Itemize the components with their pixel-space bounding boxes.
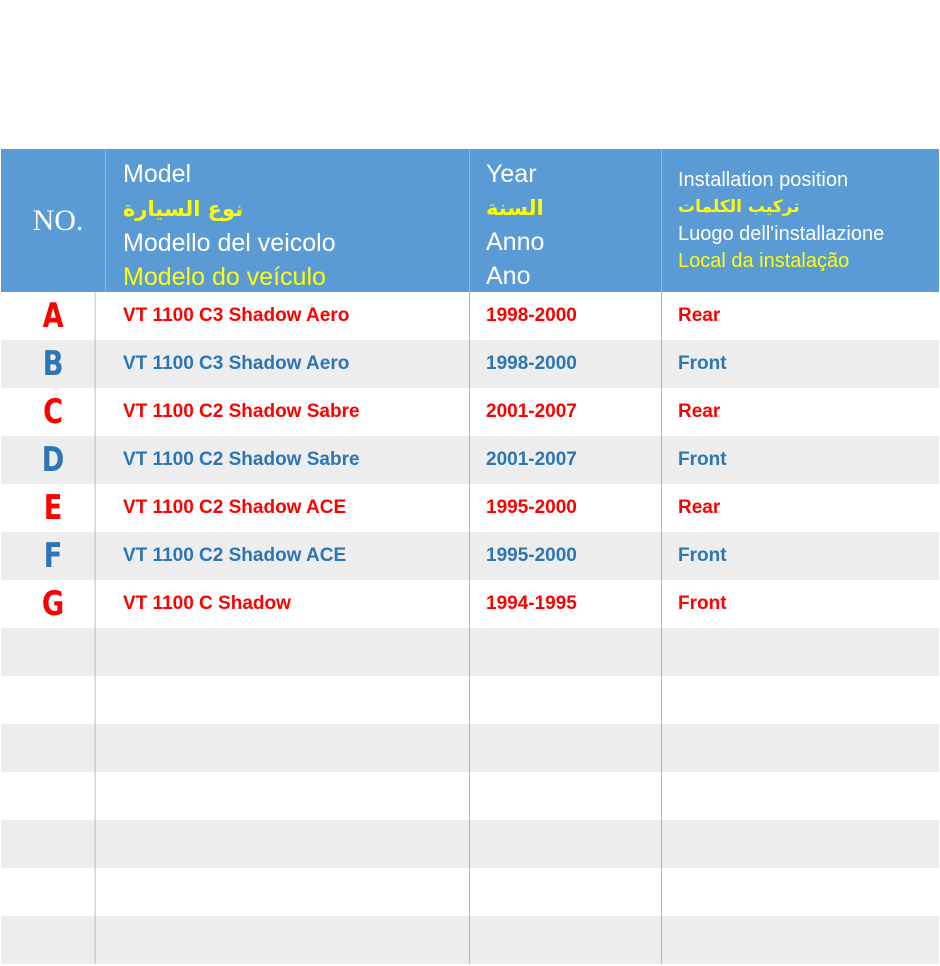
row-no: D (12, 436, 96, 484)
table-row (1, 628, 939, 676)
row-position (662, 628, 939, 676)
table-row (1, 868, 939, 916)
row-no: A (12, 292, 96, 340)
row-model: VT 1100 C3 Shadow Aero (106, 292, 470, 340)
row-year: 2001-2007 (470, 436, 662, 484)
row-model: VT 1100 C2 Shadow ACE (106, 532, 470, 580)
row-position (662, 916, 939, 964)
row-position: Rear (678, 497, 721, 518)
row-year (470, 628, 662, 676)
table-row (1, 484, 939, 532)
row-year (470, 772, 662, 820)
table-row (1, 724, 939, 772)
table-row (1, 340, 939, 388)
row-year (470, 916, 662, 964)
header-model-en: Model (123, 160, 192, 188)
table-row (1, 388, 939, 436)
table-row (1, 292, 939, 340)
row-year: 1998-2000 (470, 340, 662, 388)
table-row (1, 772, 939, 820)
header-position-it: Luogo dell'installazione (678, 223, 885, 245)
row-model (106, 676, 470, 724)
row-no (12, 676, 96, 724)
header-year (470, 149, 662, 292)
header-year-pt: Ano (486, 262, 531, 290)
row-position: Rear (678, 305, 721, 326)
fitment-table (1, 149, 939, 964)
header-model-ar: نوع السيارة (123, 197, 244, 221)
row-year: 1995-2000 (470, 532, 662, 580)
header-position-ar: تركيب الكلمات (678, 197, 800, 217)
row-model: VT 1100 C2 Shadow Sabre (106, 388, 470, 436)
table-row (1, 916, 939, 964)
header-position-pt: Local da instalação (678, 250, 850, 272)
table-row (1, 676, 939, 724)
row-position: Front (678, 449, 727, 470)
row-no (12, 868, 96, 916)
header-position (662, 149, 939, 292)
row-model (106, 916, 470, 964)
header-year-ar: السنة (486, 196, 544, 220)
row-year: 1994-1995 (470, 580, 662, 628)
header-no-label: NO. (32, 203, 84, 237)
row-year: 1995-2000 (470, 484, 662, 532)
row-year (470, 724, 662, 772)
header-model-it: Modello del veicolo (123, 229, 336, 257)
row-position (662, 820, 939, 868)
row-no (12, 628, 96, 676)
table-row (1, 436, 939, 484)
row-model: VT 1100 C2 Shadow Sabre (106, 436, 470, 484)
header-position-en: Installation position (678, 169, 849, 191)
row-model (106, 628, 470, 676)
table-header (1, 149, 939, 292)
row-position (662, 868, 939, 916)
row-position: Rear (678, 401, 721, 422)
row-no (12, 772, 96, 820)
row-no: F (12, 532, 96, 580)
row-position (662, 676, 939, 724)
row-model (106, 724, 470, 772)
row-position: Front (678, 545, 727, 566)
row-position: Front (678, 593, 727, 614)
table-body (1, 292, 939, 964)
row-model: VT 1100 C2 Shadow ACE (106, 484, 470, 532)
header-model (106, 149, 470, 292)
row-position (662, 772, 939, 820)
header-year-it: Anno (486, 228, 545, 256)
row-no (12, 916, 96, 964)
header-model-pt: Modelo do veículo (123, 263, 326, 291)
table-row (1, 580, 939, 628)
row-no: E (12, 484, 96, 532)
header-no (1, 149, 106, 292)
row-year (470, 820, 662, 868)
row-no: C (12, 388, 96, 436)
row-year: 2001-2007 (470, 388, 662, 436)
table-row (1, 820, 939, 868)
row-model (106, 868, 470, 916)
row-position: Front (678, 353, 727, 374)
row-no (12, 820, 96, 868)
row-model (106, 820, 470, 868)
row-no (12, 724, 96, 772)
row-model (106, 772, 470, 820)
row-year: 1998-2000 (470, 292, 662, 340)
row-year (470, 676, 662, 724)
table-row (1, 532, 939, 580)
header-year-en: Year (486, 160, 537, 188)
row-year (470, 868, 662, 916)
row-model: VT 1100 C Shadow (106, 580, 470, 628)
row-model: VT 1100 C3 Shadow Aero (106, 340, 470, 388)
row-position (662, 724, 939, 772)
row-no: G (12, 580, 96, 628)
row-no: B (12, 340, 96, 388)
